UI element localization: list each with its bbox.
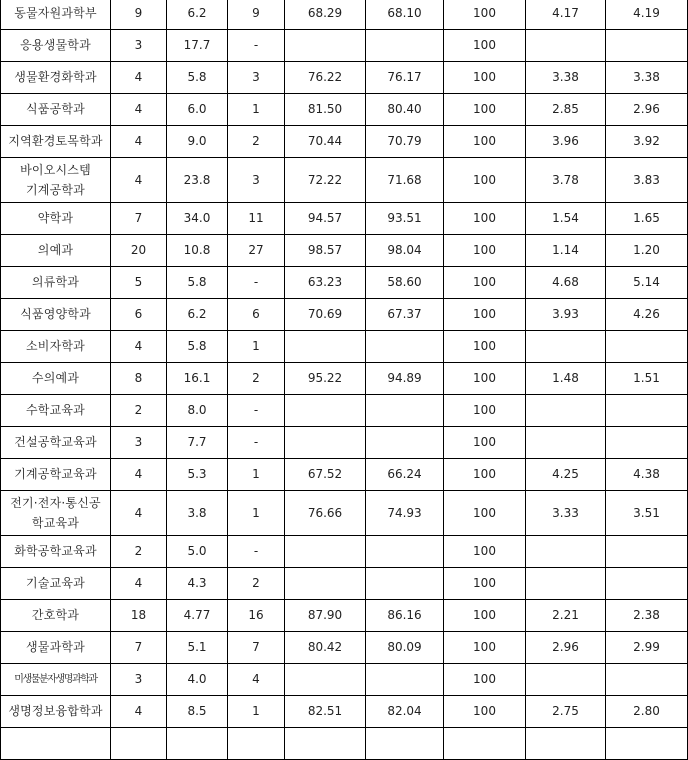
quota-cell: 3 bbox=[111, 664, 167, 696]
department-cell: 생명정보융합학과 bbox=[1, 696, 111, 728]
score-cell bbox=[366, 427, 444, 459]
department-cell: 미생물분자생명과학과 bbox=[1, 664, 111, 696]
department-cell: 간호학과 bbox=[1, 600, 111, 632]
ratio-cell: 100 bbox=[444, 536, 526, 568]
competition-rate-cell: 5.8 bbox=[167, 331, 228, 363]
quota-cell: 6 bbox=[111, 299, 167, 331]
ratio-cell: 100 bbox=[444, 696, 526, 728]
score-cell: 86.16 bbox=[366, 600, 444, 632]
score-cell: 80.40 bbox=[366, 94, 444, 126]
waitlist-cell: 6 bbox=[228, 299, 285, 331]
grade-cell bbox=[606, 331, 688, 363]
ratio-cell: 100 bbox=[444, 632, 526, 664]
quota-cell: 4 bbox=[111, 491, 167, 536]
ratio-cell: 100 bbox=[444, 62, 526, 94]
score-cell: 80.09 bbox=[366, 632, 444, 664]
score-cell: 93.51 bbox=[366, 203, 444, 235]
grade-cell bbox=[606, 536, 688, 568]
score-cell bbox=[366, 568, 444, 600]
grade-cell bbox=[526, 331, 606, 363]
ratio-cell: 100 bbox=[444, 235, 526, 267]
quota-cell: 8 bbox=[111, 363, 167, 395]
table-row bbox=[1, 94, 688, 126]
quota-cell: 7 bbox=[111, 203, 167, 235]
grade-cell: 3.78 bbox=[526, 158, 606, 203]
waitlist-cell: 3 bbox=[228, 158, 285, 203]
department-cell: 화학공학교육과 bbox=[1, 536, 111, 568]
waitlist-cell bbox=[228, 728, 285, 760]
score-cell: 94.57 bbox=[285, 203, 366, 235]
table-row bbox=[1, 299, 688, 331]
score-cell bbox=[285, 395, 366, 427]
table-row bbox=[1, 158, 688, 203]
quota-cell: 4 bbox=[111, 568, 167, 600]
department-cell: 바이오시스템 기계공학과 bbox=[1, 158, 111, 203]
score-cell: 95.22 bbox=[285, 363, 366, 395]
score-cell: 82.04 bbox=[366, 696, 444, 728]
score-cell bbox=[285, 728, 366, 760]
score-cell: 70.44 bbox=[285, 126, 366, 158]
competition-rate-cell: 4.3 bbox=[167, 568, 228, 600]
department-cell: 전기·전자·통신공 학교육과 bbox=[1, 491, 111, 536]
waitlist-cell: - bbox=[228, 395, 285, 427]
department-cell: 기계공학교육과 bbox=[1, 459, 111, 491]
quota-cell: 5 bbox=[111, 267, 167, 299]
competition-rate-cell: 10.8 bbox=[167, 235, 228, 267]
table-row bbox=[1, 363, 688, 395]
score-cell: 87.90 bbox=[285, 600, 366, 632]
grade-cell bbox=[606, 427, 688, 459]
grade-cell: 5.14 bbox=[606, 267, 688, 299]
grade-cell bbox=[526, 395, 606, 427]
score-cell bbox=[366, 30, 444, 62]
score-cell bbox=[285, 331, 366, 363]
grade-cell: 3.33 bbox=[526, 491, 606, 536]
waitlist-cell: 16 bbox=[228, 600, 285, 632]
score-cell: 82.51 bbox=[285, 696, 366, 728]
grade-cell: 3.93 bbox=[526, 299, 606, 331]
grade-cell: 3.83 bbox=[606, 158, 688, 203]
score-cell: 72.22 bbox=[285, 158, 366, 203]
grade-cell: 3.51 bbox=[606, 491, 688, 536]
table-row bbox=[1, 126, 688, 158]
competition-rate-cell: 9.0 bbox=[167, 126, 228, 158]
grade-cell bbox=[606, 568, 688, 600]
grade-cell: 2.21 bbox=[526, 600, 606, 632]
grade-cell: 3.96 bbox=[526, 126, 606, 158]
competition-rate-cell: 4.77 bbox=[167, 600, 228, 632]
ratio-cell: 100 bbox=[444, 331, 526, 363]
grade-cell: 2.96 bbox=[526, 632, 606, 664]
waitlist-cell: 1 bbox=[228, 696, 285, 728]
score-cell: 76.17 bbox=[366, 62, 444, 94]
waitlist-cell: 7 bbox=[228, 632, 285, 664]
score-cell: 80.42 bbox=[285, 632, 366, 664]
grade-cell: 3.92 bbox=[606, 126, 688, 158]
quota-cell: 7 bbox=[111, 632, 167, 664]
score-cell: 81.50 bbox=[285, 94, 366, 126]
competition-rate-cell: 5.1 bbox=[167, 632, 228, 664]
score-cell: 68.29 bbox=[285, 0, 366, 30]
table-row bbox=[1, 696, 688, 728]
score-cell bbox=[366, 536, 444, 568]
table-row bbox=[1, 664, 688, 696]
score-cell bbox=[285, 664, 366, 696]
grade-cell: 2.38 bbox=[606, 600, 688, 632]
grade-cell: 2.85 bbox=[526, 94, 606, 126]
department-cell: 생물환경화학과 bbox=[1, 62, 111, 94]
grade-cell bbox=[526, 664, 606, 696]
ratio-cell: 100 bbox=[444, 94, 526, 126]
table-row bbox=[1, 331, 688, 363]
score-cell bbox=[366, 395, 444, 427]
grade-cell: 4.26 bbox=[606, 299, 688, 331]
table-row bbox=[1, 536, 688, 568]
grade-cell bbox=[526, 568, 606, 600]
grade-cell bbox=[606, 728, 688, 760]
table-row bbox=[1, 459, 688, 491]
quota-cell: 4 bbox=[111, 94, 167, 126]
waitlist-cell: 1 bbox=[228, 459, 285, 491]
table-row bbox=[1, 632, 688, 664]
score-cell: 98.04 bbox=[366, 235, 444, 267]
score-cell bbox=[285, 30, 366, 62]
ratio-cell: 100 bbox=[444, 491, 526, 536]
department-cell: 의류학과 bbox=[1, 267, 111, 299]
score-cell: 58.60 bbox=[366, 267, 444, 299]
competition-rate-cell: 8.0 bbox=[167, 395, 228, 427]
quota-cell: 2 bbox=[111, 395, 167, 427]
grade-cell: 1.14 bbox=[526, 235, 606, 267]
score-cell: 76.22 bbox=[285, 62, 366, 94]
table-row bbox=[1, 30, 688, 62]
table-row bbox=[1, 203, 688, 235]
table-row bbox=[1, 600, 688, 632]
score-cell bbox=[366, 728, 444, 760]
table-row bbox=[1, 568, 688, 600]
score-cell: 68.10 bbox=[366, 0, 444, 30]
grade-cell: 2.96 bbox=[606, 94, 688, 126]
competition-rate-cell: 7.7 bbox=[167, 427, 228, 459]
score-cell bbox=[366, 664, 444, 696]
waitlist-cell: - bbox=[228, 267, 285, 299]
score-cell: 71.68 bbox=[366, 158, 444, 203]
score-cell: 63.23 bbox=[285, 267, 366, 299]
table-row bbox=[1, 427, 688, 459]
waitlist-cell: 1 bbox=[228, 491, 285, 536]
score-cell bbox=[285, 427, 366, 459]
ratio-cell: 100 bbox=[444, 427, 526, 459]
grade-cell: 1.48 bbox=[526, 363, 606, 395]
department-cell: 기술교육과 bbox=[1, 568, 111, 600]
competition-rate-cell: 23.8 bbox=[167, 158, 228, 203]
ratio-cell: 100 bbox=[444, 395, 526, 427]
department-cell: 소비자학과 bbox=[1, 331, 111, 363]
department-cell: 식품공학과 bbox=[1, 94, 111, 126]
ratio-cell: 100 bbox=[444, 158, 526, 203]
department-cell: 약학과 bbox=[1, 203, 111, 235]
ratio-cell: 100 bbox=[444, 299, 526, 331]
waitlist-cell: 2 bbox=[228, 568, 285, 600]
score-cell: 67.37 bbox=[366, 299, 444, 331]
quota-cell: 4 bbox=[111, 459, 167, 491]
table-row bbox=[1, 235, 688, 267]
grade-cell: 4.25 bbox=[526, 459, 606, 491]
grade-cell: 2.99 bbox=[606, 632, 688, 664]
grade-cell: 4.17 bbox=[526, 0, 606, 30]
waitlist-cell: 2 bbox=[228, 126, 285, 158]
grade-cell: 3.38 bbox=[526, 62, 606, 94]
ratio-cell: 100 bbox=[444, 30, 526, 62]
waitlist-cell: 3 bbox=[228, 62, 285, 94]
competition-rate-cell: 17.7 bbox=[167, 30, 228, 62]
grade-cell: 2.75 bbox=[526, 696, 606, 728]
grade-cell bbox=[526, 728, 606, 760]
table-row bbox=[1, 728, 688, 760]
quota-cell: 18 bbox=[111, 600, 167, 632]
score-cell: 66.24 bbox=[366, 459, 444, 491]
quota-cell: 2 bbox=[111, 536, 167, 568]
quota-cell: 3 bbox=[111, 30, 167, 62]
table-row bbox=[1, 0, 688, 30]
grade-cell: 4.19 bbox=[606, 0, 688, 30]
competition-rate-cell: 3.8 bbox=[167, 491, 228, 536]
score-cell: 70.79 bbox=[366, 126, 444, 158]
ratio-cell: 100 bbox=[444, 363, 526, 395]
quota-cell: 4 bbox=[111, 158, 167, 203]
ratio-cell: 100 bbox=[444, 600, 526, 632]
grade-cell bbox=[526, 536, 606, 568]
quota-cell: 20 bbox=[111, 235, 167, 267]
competition-rate-cell: 5.3 bbox=[167, 459, 228, 491]
ratio-cell: 100 bbox=[444, 267, 526, 299]
grade-cell: 3.38 bbox=[606, 62, 688, 94]
department-cell: 생물과학과 bbox=[1, 632, 111, 664]
waitlist-cell: 1 bbox=[228, 331, 285, 363]
ratio-cell: 100 bbox=[444, 568, 526, 600]
waitlist-cell: 9 bbox=[228, 0, 285, 30]
grade-cell bbox=[526, 427, 606, 459]
grade-cell bbox=[606, 664, 688, 696]
quota-cell: 9 bbox=[111, 0, 167, 30]
competition-rate-cell: 16.1 bbox=[167, 363, 228, 395]
ratio-cell: 100 bbox=[444, 459, 526, 491]
ratio-cell: 100 bbox=[444, 126, 526, 158]
competition-rate-cell bbox=[167, 728, 228, 760]
grade-cell bbox=[526, 30, 606, 62]
waitlist-cell: 1 bbox=[228, 94, 285, 126]
score-cell bbox=[366, 331, 444, 363]
quota-cell: 4 bbox=[111, 696, 167, 728]
quota-cell bbox=[111, 728, 167, 760]
waitlist-cell: 11 bbox=[228, 203, 285, 235]
score-cell bbox=[285, 568, 366, 600]
score-cell: 94.89 bbox=[366, 363, 444, 395]
department-cell: 수학교육과 bbox=[1, 395, 111, 427]
score-cell: 67.52 bbox=[285, 459, 366, 491]
quota-cell: 3 bbox=[111, 427, 167, 459]
score-cell bbox=[285, 536, 366, 568]
competition-rate-cell: 6.2 bbox=[167, 0, 228, 30]
waitlist-cell: - bbox=[228, 30, 285, 62]
competition-rate-cell: 6.2 bbox=[167, 299, 228, 331]
waitlist-cell: 27 bbox=[228, 235, 285, 267]
grade-cell: 2.80 bbox=[606, 696, 688, 728]
department-cell bbox=[1, 728, 111, 760]
department-cell: 건설공학교육과 bbox=[1, 427, 111, 459]
grade-cell: 4.38 bbox=[606, 459, 688, 491]
score-cell: 76.66 bbox=[285, 491, 366, 536]
table-row bbox=[1, 62, 688, 94]
score-cell: 70.69 bbox=[285, 299, 366, 331]
waitlist-cell: - bbox=[228, 536, 285, 568]
ratio-cell bbox=[444, 728, 526, 760]
quota-cell: 4 bbox=[111, 126, 167, 158]
department-cell: 식품영양학과 bbox=[1, 299, 111, 331]
waitlist-cell: 2 bbox=[228, 363, 285, 395]
grade-cell: 1.20 bbox=[606, 235, 688, 267]
table-body bbox=[1, 0, 688, 760]
department-cell: 의예과 bbox=[1, 235, 111, 267]
score-cell: 74.93 bbox=[366, 491, 444, 536]
grade-cell bbox=[606, 30, 688, 62]
competition-rate-cell: 34.0 bbox=[167, 203, 228, 235]
quota-cell: 4 bbox=[111, 331, 167, 363]
ratio-cell: 100 bbox=[444, 664, 526, 696]
department-cell: 수의예과 bbox=[1, 363, 111, 395]
competition-rate-cell: 6.0 bbox=[167, 94, 228, 126]
table-row bbox=[1, 395, 688, 427]
table-row bbox=[1, 491, 688, 536]
quota-cell: 4 bbox=[111, 62, 167, 94]
table-row bbox=[1, 267, 688, 299]
grade-cell: 4.68 bbox=[526, 267, 606, 299]
waitlist-cell: 4 bbox=[228, 664, 285, 696]
department-cell: 동물자원과학부 bbox=[1, 0, 111, 30]
grade-cell bbox=[606, 395, 688, 427]
grade-cell: 1.54 bbox=[526, 203, 606, 235]
department-cell: 지역환경토목학과 bbox=[1, 126, 111, 158]
ratio-cell: 100 bbox=[444, 203, 526, 235]
grade-cell: 1.51 bbox=[606, 363, 688, 395]
department-cell: 응용생물학과 bbox=[1, 30, 111, 62]
competition-rate-cell: 5.8 bbox=[167, 62, 228, 94]
competition-rate-cell: 5.8 bbox=[167, 267, 228, 299]
competition-rate-cell: 4.0 bbox=[167, 664, 228, 696]
score-cell: 98.57 bbox=[285, 235, 366, 267]
competition-rate-cell: 8.5 bbox=[167, 696, 228, 728]
grade-cell: 1.65 bbox=[606, 203, 688, 235]
ratio-cell: 100 bbox=[444, 0, 526, 30]
competition-rate-cell: 5.0 bbox=[167, 536, 228, 568]
waitlist-cell: - bbox=[228, 427, 285, 459]
